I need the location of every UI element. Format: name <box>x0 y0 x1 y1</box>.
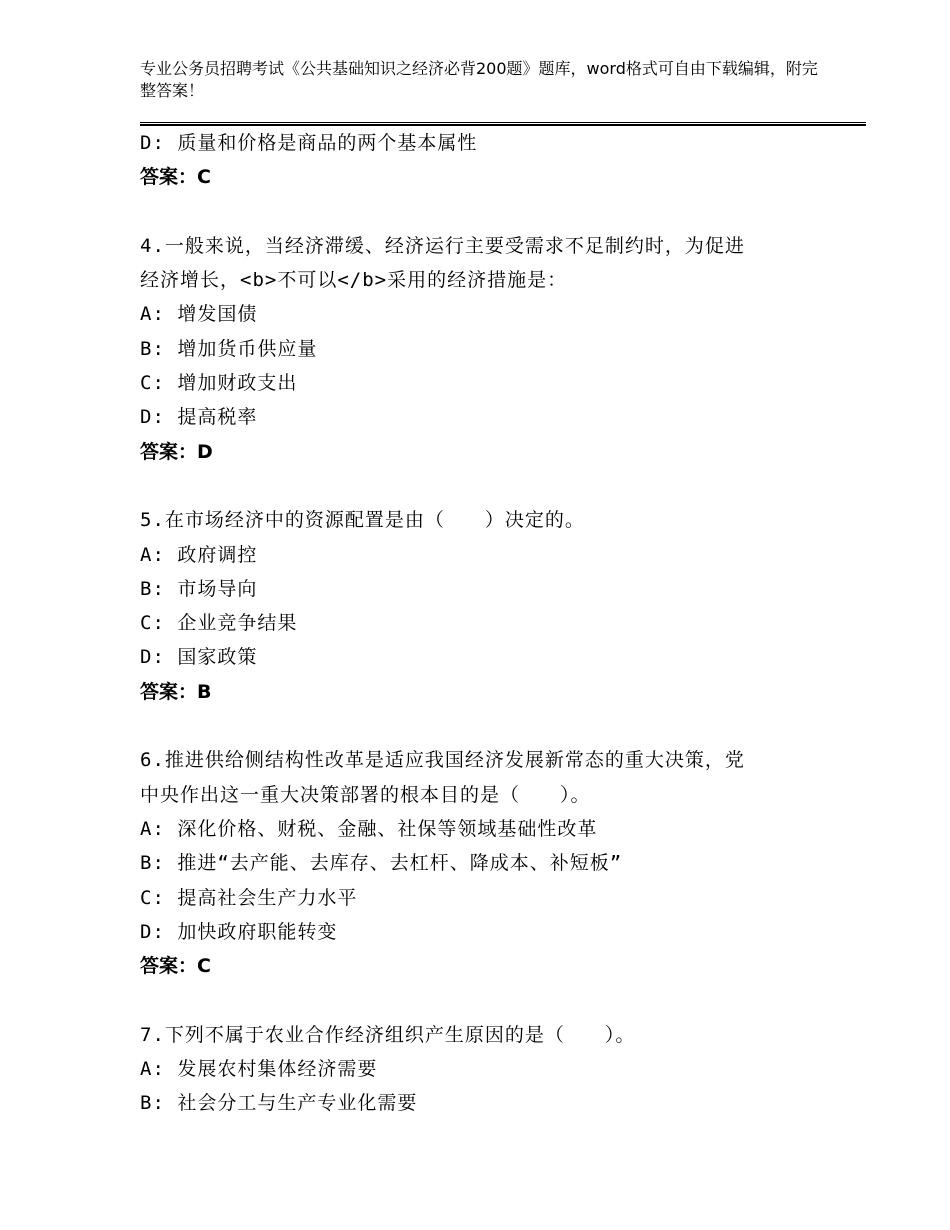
document-body <box>140 126 810 1121</box>
option-a: A: 增发国债 <box>140 303 258 326</box>
answer-label: 答案：C <box>140 955 211 978</box>
question-7 <box>140 1018 810 1121</box>
option-d: D: 质量和价格是商品的两个基本属性 <box>140 132 478 154</box>
answer-label: 答案：D <box>140 440 213 463</box>
question-6 <box>140 743 810 983</box>
option-c: C: 提高社会生产力水平 <box>140 886 358 909</box>
option-d: D: 加快政府职能转变 <box>140 920 338 943</box>
question-stem: 经济增长，<b>不可以</b>采用的经济措施是： <box>140 269 568 292</box>
answer-label: 答案：B <box>140 680 212 703</box>
option-c: C: 增加财政支出 <box>140 372 298 395</box>
option-d: D: 提高税率 <box>140 406 258 429</box>
question-stem: 4.一般来说，当经济滞缓、经济运行主要受需求不足制约时，为促进 <box>140 234 745 257</box>
question-stem: 5.在市场经济中的资源配置是由（ ）决定的。 <box>140 509 585 532</box>
option-d: D: 国家政策 <box>140 646 258 669</box>
option-b: B: 增加货币供应量 <box>140 337 318 360</box>
option-b: B: 市场导向 <box>140 577 258 600</box>
option-a: A: 政府调控 <box>140 543 258 566</box>
option-b: B: 社会分工与生产专业化需要 <box>140 1092 418 1115</box>
answer-label: 答案：C <box>140 166 211 189</box>
question-5 <box>140 503 810 709</box>
option-c: C: 企业竞争结果 <box>140 612 298 635</box>
question-4 <box>140 229 810 469</box>
option-a: A: 深化价格、财税、金融、社保等领域基础性改革 <box>140 817 598 840</box>
question-stem: 7.下列不属于农业合作经济组织产生原因的是（ ）。 <box>140 1023 636 1046</box>
page-header: 专业公务员招聘考试《公共基础知识之经济必背200题》题库，word格式可自由下载编辑，附完整答案！ <box>140 59 818 100</box>
option-a: A: 发展农村集体经济需要 <box>140 1058 378 1081</box>
option-b: B: 推进“去产能、去库存、去杠杆、降成本、补短板” <box>140 852 623 875</box>
question-stem: 6.推进供给侧结构性改革是适应我国经济发展新常态的重大决策，党 <box>140 749 745 772</box>
question-stem: 中央作出这一重大决策部署的根本目的是（ ）。 <box>140 783 591 806</box>
